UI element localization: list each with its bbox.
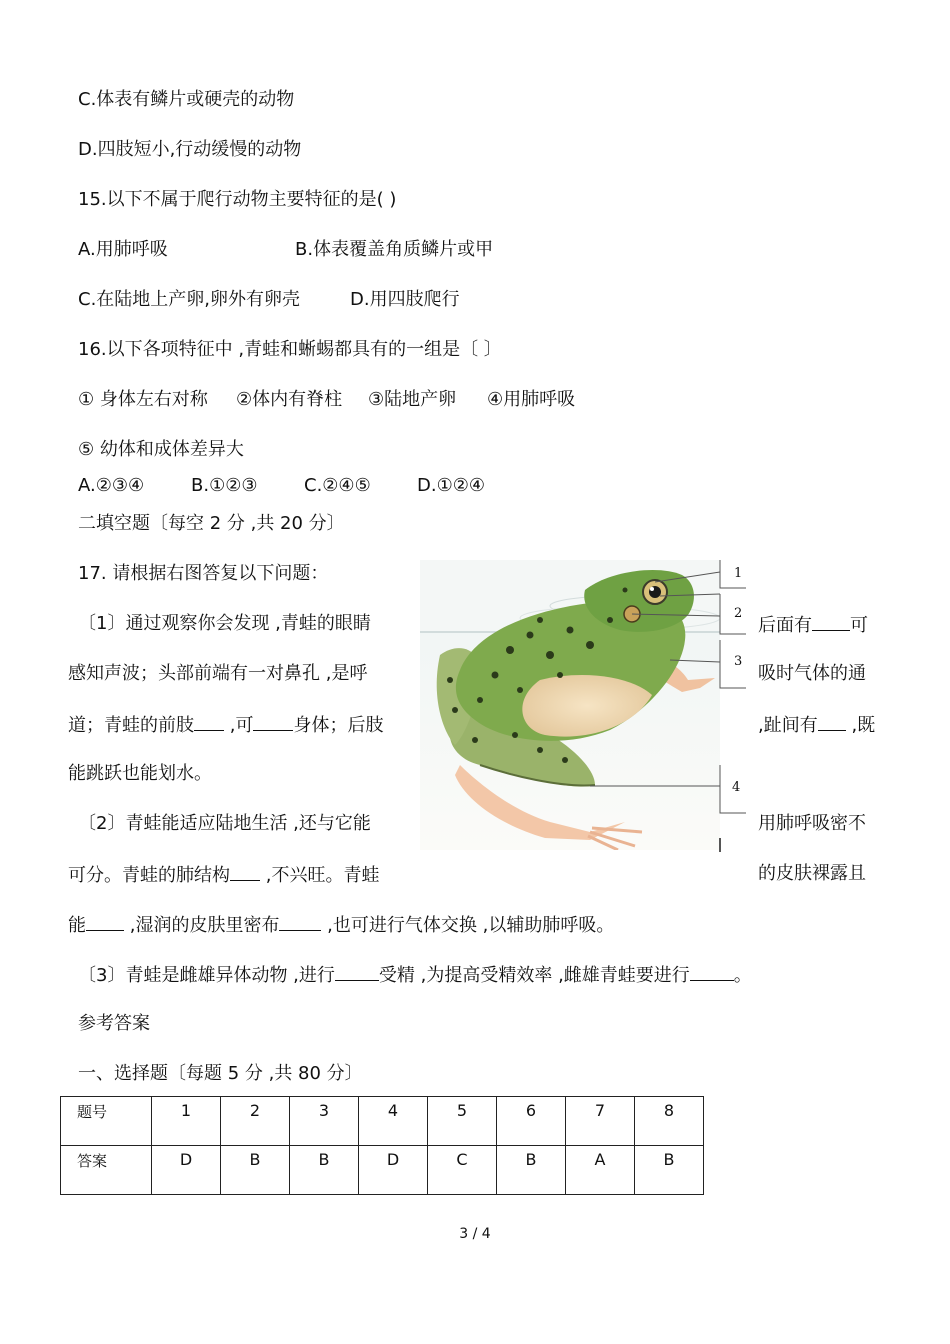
question-number: 3 xyxy=(318,1101,330,1120)
q17-p1-line1-right xyxy=(758,612,868,638)
q15-stem: 15.以下不属于爬行动物主要特征的是( ) xyxy=(78,189,397,210)
answer-blank[interactable] xyxy=(818,712,846,731)
callout-label-3: 3 xyxy=(734,654,743,669)
callout-label-2: 2 xyxy=(734,606,743,621)
answer-value: B xyxy=(318,1150,330,1169)
q16-option-c: C.②④⑤ xyxy=(304,475,371,496)
table-cell xyxy=(152,1146,221,1195)
question-number: 5 xyxy=(456,1101,468,1120)
q15-option-a: A.用肺呼吸 xyxy=(78,239,168,260)
question-number: 7 xyxy=(594,1101,606,1120)
answers-heading: 参考答案 xyxy=(78,1013,150,1034)
question-number: 1 xyxy=(180,1101,192,1120)
q17-p1-line4: 能跳跃也能划水。 xyxy=(68,763,212,784)
answer-blank[interactable] xyxy=(335,962,379,981)
question-number: 4 xyxy=(387,1101,399,1120)
q16-option-a: A.②③④ xyxy=(78,475,145,496)
q15-option-c: C.在陆地上产卵,卵外有卵壳 xyxy=(78,289,301,310)
table-cell xyxy=(497,1146,566,1195)
q17-p1-line1-text-a: 后面有 xyxy=(758,615,812,636)
table-cell xyxy=(359,1097,428,1146)
table-cell xyxy=(290,1097,359,1146)
q14-option-c: C.体表有鳞片或硬壳的动物 xyxy=(78,89,295,110)
q17-p1-line3-left xyxy=(68,712,383,738)
q16-stem: 16.以下各项特征中 ,青蛙和蜥蜴都具有的一组是〔 〕 xyxy=(78,339,502,360)
row-label-number: 题号 xyxy=(77,1103,108,1121)
q14-option-d: D.四肢短小,行动缓慢的动物 xyxy=(78,139,302,160)
answer-blank[interactable] xyxy=(690,962,734,981)
q17-p1-line2-right: 吸时气体的通 xyxy=(758,663,866,684)
q17-p2-line2-left xyxy=(68,862,379,888)
q16-option-d: D.①②④ xyxy=(417,475,485,496)
q17-p3-text-a: 〔3〕青蛙是雌雄异体动物 ,进行 xyxy=(78,965,335,986)
q17-p2-line3-text-c: ,也可进行气体交换 ,以辅助肺呼吸。 xyxy=(321,915,615,936)
q16-item-2: ②体内有脊柱 xyxy=(236,389,343,410)
answers-section1-title: 一、选择题〔每题 5 分 ,共 80 分〕 xyxy=(78,1063,363,1084)
answer-value: C xyxy=(456,1150,468,1169)
question-number: 2 xyxy=(249,1101,261,1120)
q17-p2-line1-right: 用肺呼吸密不 xyxy=(758,813,866,834)
table-cell xyxy=(61,1146,152,1195)
table-cell xyxy=(428,1146,497,1195)
frog-illustration xyxy=(420,560,720,850)
table-cell xyxy=(635,1097,704,1146)
q16-item-3: ③陆地产卵 xyxy=(368,389,457,410)
answer-blank[interactable] xyxy=(812,612,850,631)
table-cell xyxy=(290,1146,359,1195)
answer-value: B xyxy=(249,1150,261,1169)
question-number: 8 xyxy=(663,1101,675,1120)
table-cell xyxy=(359,1146,428,1195)
q17-p3-text-c: 。 xyxy=(733,965,752,986)
q16-item-5: ⑤ 幼体和成体差异大 xyxy=(78,439,244,460)
answer-value: D xyxy=(179,1150,193,1169)
answer-blank[interactable] xyxy=(279,912,321,931)
q16-item-4: ④用肺呼吸 xyxy=(487,389,576,410)
q17-p1-line3-text-e: ,既 xyxy=(845,715,876,736)
q17-p1-line3-text-d: ,趾间有 xyxy=(758,715,818,736)
question-number: 6 xyxy=(525,1101,537,1120)
table-cell xyxy=(428,1097,497,1146)
q17-p2-line2-text-b: ,不兴旺。青蛙 xyxy=(260,865,380,886)
table-cell xyxy=(152,1097,221,1146)
answer-value: B xyxy=(663,1150,675,1169)
q17-p2-line3-text-b: ,湿润的皮肤里密布 xyxy=(124,915,280,936)
q15-option-d: D.用四肢爬行 xyxy=(350,289,460,310)
q17-p3-text-b: 受精 ,为提高受精效率 ,雌雄青蛙要进行 xyxy=(378,965,690,986)
page-number: 3 / 4 xyxy=(459,1226,491,1242)
callout-brackets xyxy=(718,560,750,855)
answer-value: A xyxy=(594,1150,606,1169)
q16-item-1: ① 身体左右对称 xyxy=(78,389,208,410)
table-cell xyxy=(221,1146,290,1195)
table-row xyxy=(61,1146,704,1195)
q16-option-b: B.①②③ xyxy=(191,475,258,496)
callout-label-4: 4 xyxy=(732,780,741,795)
answer-blank[interactable] xyxy=(194,712,224,731)
section2-title: 二填空题〔每空 2 分 ,共 20 分〕 xyxy=(78,513,345,534)
q17-p2-line2-text-a: 可分。青蛙的肺结构 xyxy=(68,865,230,886)
table-cell xyxy=(566,1097,635,1146)
q17-p1-line1-text-b: 可 xyxy=(850,615,868,636)
callout-label-1: 1 xyxy=(734,566,743,581)
q17-p1-line3-right xyxy=(758,712,875,738)
q17-p2-line1-left: 〔2〕青蛙能适应陆地生活 ,还与它能 xyxy=(78,813,371,834)
table-cell xyxy=(566,1146,635,1195)
table-cell xyxy=(61,1097,152,1146)
frog-drawing xyxy=(420,560,720,850)
row-label-answer: 答案 xyxy=(77,1152,108,1170)
answer-table xyxy=(60,1096,704,1195)
table-cell xyxy=(221,1097,290,1146)
q17-p1-line1-left: 〔1〕通过观察你会发现 ,青蛙的眼睛 xyxy=(78,613,371,634)
table-row xyxy=(61,1097,704,1146)
table-cell xyxy=(497,1097,566,1146)
answer-blank[interactable] xyxy=(86,912,124,931)
answer-value: D xyxy=(386,1150,400,1169)
q17-p2-line3-text-a: 能 xyxy=(68,915,86,936)
q17-p3 xyxy=(78,962,752,988)
q17-p1-line3-text-b: ,可 xyxy=(224,715,254,736)
q17-p2-line3 xyxy=(68,912,614,938)
answer-value: B xyxy=(525,1150,537,1169)
answer-blank[interactable] xyxy=(253,712,293,731)
q17-p1-line3-text-a: 道；青蛙的前肢 xyxy=(68,715,194,736)
q17-stem: 17. 请根据右图答复以下问题： xyxy=(78,563,329,584)
q17-p1-line3-text-c: 身体；后肢 xyxy=(293,715,384,736)
q17-p2-line2-right: 的皮肤裸露且 xyxy=(758,863,866,884)
q15-option-b: B.体表覆盖角质鳞片或甲 xyxy=(295,239,494,260)
q17-p1-line2-left: 感知声波；头部前端有一对鼻孔 ,是呼 xyxy=(68,663,368,684)
answer-blank[interactable] xyxy=(230,862,260,881)
table-cell xyxy=(635,1146,704,1195)
